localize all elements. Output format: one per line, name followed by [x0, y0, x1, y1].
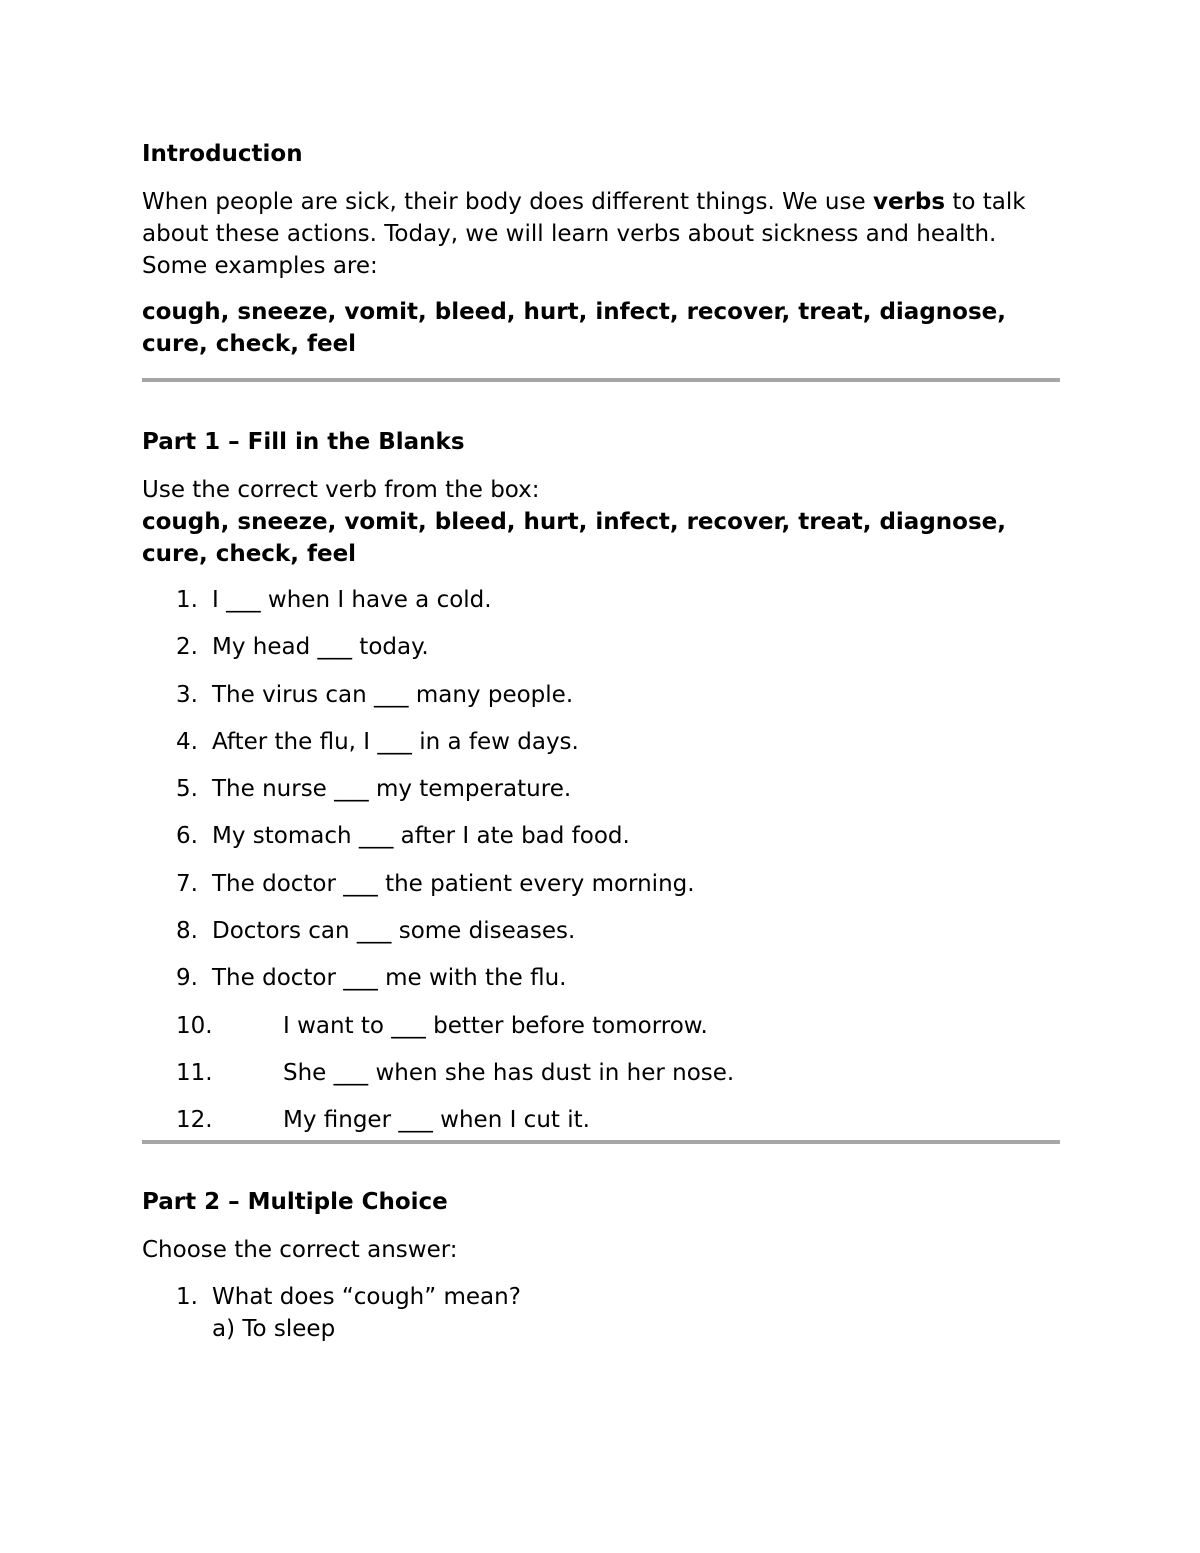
item-number: 1.	[176, 587, 198, 613]
list-item	[142, 1057, 1060, 1104]
list-item	[142, 962, 1060, 1009]
item-text: After the flu, I ___ in a few days.	[212, 728, 579, 755]
part1-verb-list-line2: cure, check, feel	[142, 541, 357, 567]
item-text: She ___ when she has dust in her nose.	[283, 1059, 735, 1086]
item-number: 4.	[176, 728, 198, 755]
intro-bold-verbs: verbs	[872, 189, 946, 215]
list-item	[142, 1104, 1060, 1140]
list-item	[142, 1010, 1060, 1057]
part1-verb-list-line1: cough, sneeze, vomit, bleed, hurt, infect, recover, treat, diagnose,	[142, 509, 1006, 535]
divider-2	[142, 1140, 1060, 1144]
part1-question-list	[142, 584, 1060, 1140]
answer-option-a: a) To sleep	[212, 1316, 336, 1343]
document-page	[142, 138, 1060, 1345]
intro-verb-list-line2: cure, check, feel	[142, 331, 357, 357]
list-item	[142, 679, 1060, 726]
list-item	[142, 773, 1060, 820]
list-item	[142, 868, 1060, 915]
item-text: The doctor ___ the patient every morning.	[212, 870, 695, 897]
part1-instruction: Use the correct verb from the box:	[142, 477, 540, 503]
divider-1	[142, 378, 1060, 382]
part2-instruction: Choose the correct answer:	[142, 1237, 458, 1264]
item-text: Doctors can ___ some diseases.	[212, 918, 576, 945]
question-number: 1.	[176, 1284, 198, 1311]
part1-verb-box	[142, 506, 1060, 570]
item-number: 7.	[176, 870, 198, 897]
question-text: What does “cough” mean?	[212, 1284, 521, 1311]
item-text: My head ___ today.	[212, 634, 429, 661]
item-text: The virus can ___ many people.	[212, 681, 574, 708]
item-text: My finger ___ when I cut it.	[283, 1107, 590, 1134]
item-number: 11.	[176, 1059, 213, 1086]
intro-text-2: to talk about these actions. Today, we will learn verbs about sickness and health. Some examples are:	[142, 189, 1026, 279]
item-number: 10.	[176, 1012, 213, 1039]
part2-heading: Part 2 – Multiple Choice	[142, 1189, 448, 1216]
item-text: I ___ when I have a cold.	[212, 587, 492, 613]
intro-text-1: When people are sick, their body does different things. We use	[142, 189, 873, 215]
item-number: 6.	[176, 823, 198, 850]
item-number: 2.	[176, 634, 198, 661]
part1-heading: Part 1 – Fill in the Blanks	[142, 429, 465, 455]
intro-verb-list	[142, 296, 1060, 360]
item-text: The doctor ___ me with the flu.	[212, 965, 567, 992]
list-item	[142, 631, 1060, 678]
item-text: The nurse ___ my temperature.	[212, 776, 572, 803]
intro-verb-list-line1: cough, sneeze, vomit, bleed, hurt, infect, recover, treat, diagnose,	[142, 299, 1006, 325]
item-number: 8.	[176, 918, 198, 945]
intro-paragraph	[142, 186, 1060, 282]
list-item	[142, 726, 1060, 773]
item-text: My stomach ___ after I ate bad food.	[212, 823, 630, 850]
item-number: 9.	[176, 965, 198, 992]
part2-question-1	[142, 1281, 1060, 1345]
item-text: I want to ___ better before tomorrow.	[283, 1012, 708, 1039]
list-item	[142, 584, 1060, 631]
item-number: 3.	[176, 681, 198, 708]
item-number: 12.	[176, 1107, 213, 1134]
list-item	[142, 915, 1060, 962]
item-number: 5.	[176, 776, 198, 803]
intro-heading: Introduction	[142, 141, 303, 167]
list-item	[142, 820, 1060, 867]
